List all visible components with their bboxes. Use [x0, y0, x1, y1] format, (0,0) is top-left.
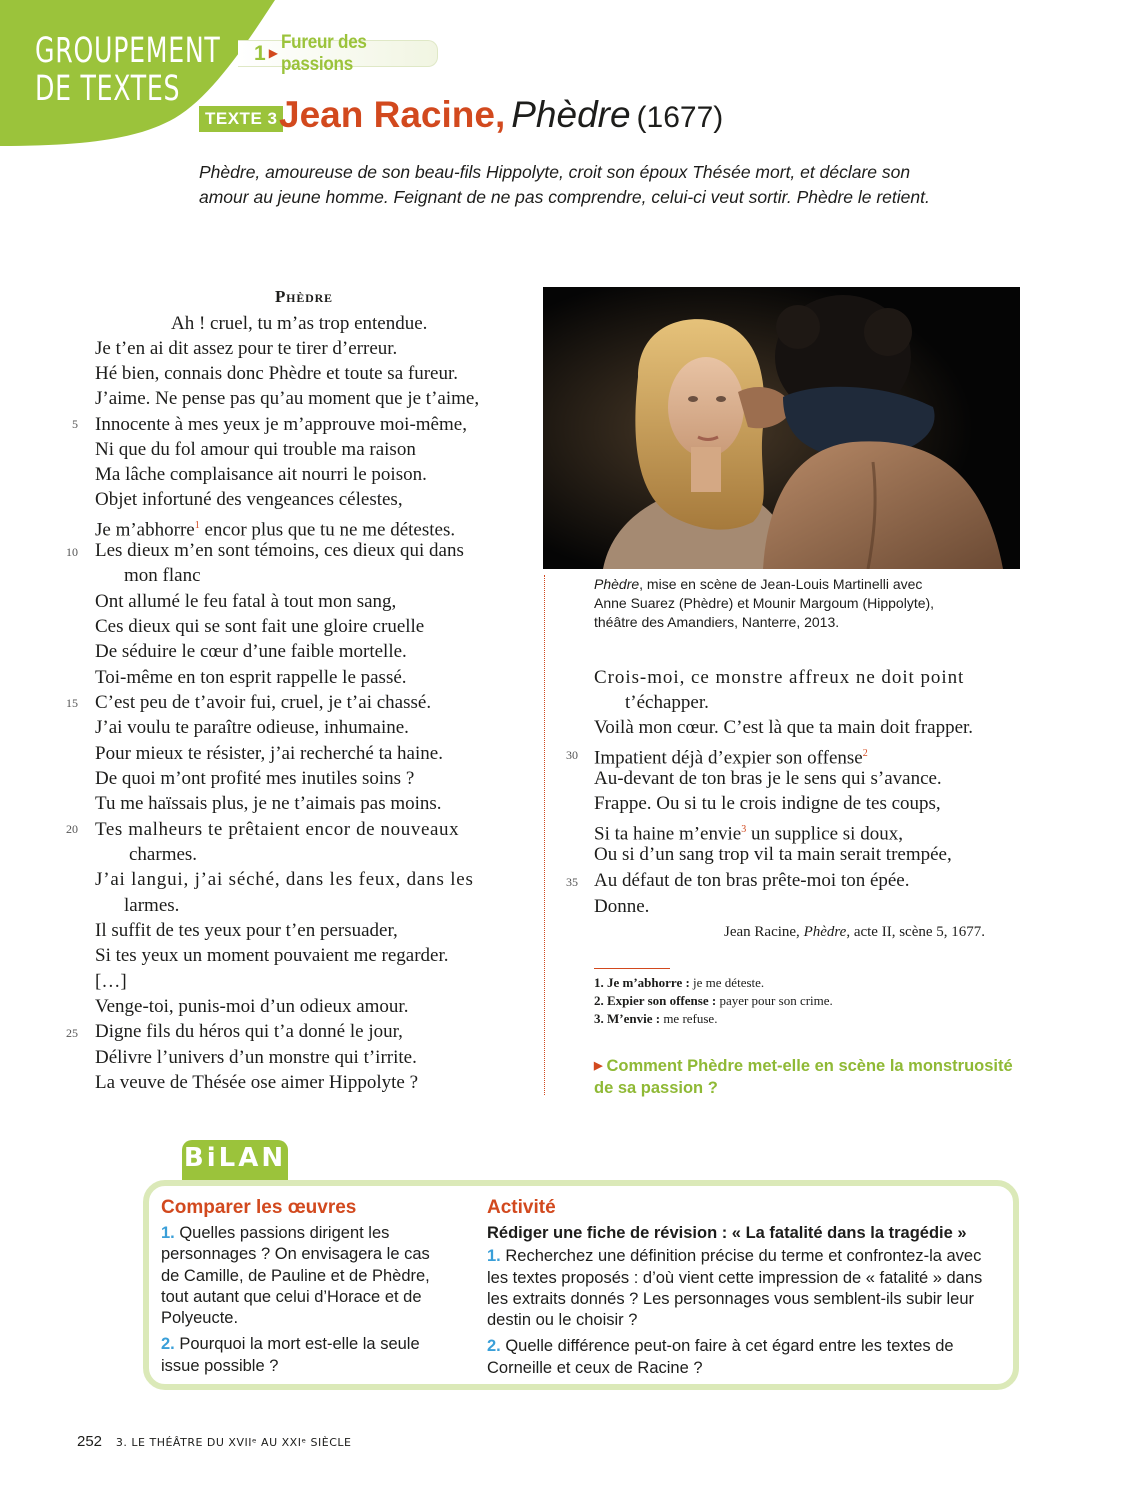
line-number: 35 [566, 875, 578, 889]
question-text: Quelle différence peut-on faire à cet égard entre les textes de Corneille et ceux de Racine ? [487, 1337, 954, 1377]
speaker-name: Phèdre [275, 287, 333, 306]
triangle-right-icon: ▶ [594, 1060, 603, 1072]
bilan-left-questions [161, 1223, 441, 1377]
verse-line: Pour mieux te résister, j’ai recherché ta haine. [95, 743, 443, 764]
footnote-term: 3. M’envie : [594, 1011, 661, 1026]
verse-line: mon flanc [124, 565, 201, 586]
intro-paragraph: Phèdre, amoureuse de son beau-fils Hippolyte, croit son époux Thésée mort, et déclare son amour au jeune homme. Feignant de ne pas comprendre, celui-ci veut sortir. Phèdre le retient. [199, 162, 930, 207]
verse-line: Ont allumé le feu fatal à tout mon sang, [95, 591, 397, 612]
question-text: Pourquoi la mort est-elle la seule issue possible ? [161, 1335, 420, 1375]
verse-line: Ces dieux qui se sont fait une gloire cruelle [95, 616, 425, 637]
verse-line: Il suffit de tes yeux pour t’en persuader, [95, 920, 398, 941]
verse-line: Tu me haïssais plus, je ne t’aimais pas moins. [95, 793, 442, 814]
line-number: 20 [66, 822, 78, 836]
verse-line: Hé bien, connais donc Phèdre et toute sa fureur. [95, 363, 458, 384]
footnote-term: 1. Je m’abhorre : [594, 975, 690, 990]
bilan-question [487, 1246, 1002, 1331]
verse-text: encor plus que tu ne me détestes. [199, 519, 456, 541]
verse-line: C’est peu de t’avoir fui, cruel, je t’ai chassé. [95, 692, 432, 713]
question-text: Quelles passions dirigent les personnages ? On envisagera le cas de Camille, de Pauline et de Phèdre, tout autant que celui d’Horace et de Polyeucte. [161, 1224, 430, 1328]
verse-line: Voilà mon cœur. C’est là que ta main doit frapper. [594, 717, 974, 738]
bilan-left-column [161, 1197, 441, 1382]
section-tab [238, 31, 438, 75]
bilan-question [161, 1223, 441, 1329]
running-head: 3. LE THÉÂTRE DU XVIIᵉ AU XXIᵉ SIÈCLE [115, 1436, 352, 1449]
verse-text: Je m’abhorre [95, 519, 195, 541]
verse-line: J’aime. Ne pense pas qu’au moment que je t’aime, [95, 388, 480, 409]
photo-caption [594, 575, 934, 632]
verse-line: Innocente à mes yeux je m’approuve moi-même, [95, 414, 467, 435]
column-divider [544, 575, 545, 1095]
caption-line: théâtre des Amandiers, Nanterre, 2013. [594, 614, 840, 630]
verse-line: charmes. [129, 844, 198, 865]
question-text: Comment Phèdre met-elle en scène la monstruosité de sa passion ? [594, 1057, 1013, 1097]
caption-line: Anne Suarez (Phèdre) et Mounir Margoum (Hippolyte), [594, 595, 935, 611]
verse-line: Si tes yeux un moment pouvaient me regarder. [95, 945, 449, 966]
bilan-right-questions [487, 1246, 1002, 1379]
title-work: Phèdre [511, 94, 631, 135]
section-number: 1 [254, 41, 266, 65]
verse-line: larmes. [124, 895, 180, 916]
verse-line: Ou si d’un sang trop vil ta main serait trempée, [594, 844, 952, 865]
footnote [594, 1010, 833, 1028]
bilan-right-column [487, 1197, 1002, 1384]
text-number-badge: TEXTE 3 [199, 106, 283, 132]
page-number: 252 [77, 1433, 103, 1450]
source-text: , acte II, scène 5, 1677. [846, 924, 986, 940]
verse-line: La veuve de Thésée ose aimer Hippolyte ? [95, 1072, 419, 1093]
footnote-mark: 3 [741, 824, 747, 835]
caption-line [594, 575, 934, 594]
footnote [594, 992, 833, 1010]
verse-line: Tes malheurs te prêtaient encor de nouveaux [95, 819, 460, 840]
verse-line: Crois-moi, ce monstre affreux ne doit point [594, 667, 965, 688]
page-title [279, 94, 723, 136]
triangle-right-icon: ▶ [268, 46, 278, 60]
verse-line: Les dieux m’en sont témoins, ces dieux qui dans [95, 540, 464, 561]
corner-line-2: DE TEXTES [35, 69, 181, 109]
verse-line: Délivre l’univers d’un monstre qui t’irrite. [95, 1047, 417, 1068]
verse-line: Frappe. Ou si tu le crois indigne de tes coups, [594, 793, 941, 814]
verse-text: Impatient déjà d’expier son offense [594, 747, 863, 769]
source-text: Jean Racine, [724, 924, 804, 940]
verse-line: Je t’en ai dit assez pour te tirer d’erreur. [95, 338, 398, 359]
verse-line: Donne. [594, 896, 650, 917]
analysis-question [594, 1055, 1034, 1099]
verse-line: Ni que du fol amour qui trouble ma raison [95, 439, 416, 460]
footnote-term: 2. Expier son offense : [594, 993, 717, 1008]
verse-line: Ma lâche complaisance ait nourri le poison. [95, 464, 427, 485]
verse-line: Au-devant de ton bras je le sens qui s’avance. [594, 768, 942, 789]
line-number: 5 [72, 417, 78, 431]
footnote-mark: 1 [194, 520, 200, 531]
line-number: 25 [66, 1026, 78, 1040]
line-number: 10 [66, 545, 78, 559]
verse-line: De séduire le cœur d’une faible mortelle. [95, 641, 407, 662]
verse-line: Toi-même en ton esprit rappelle le passé. [95, 667, 407, 688]
verse-line: Ah ! cruel, tu m’as trop entendue. [171, 313, 428, 334]
source-work: Phèdre [803, 924, 847, 940]
footnote-mark: 2 [862, 748, 868, 759]
footnote-def: me refuse. [660, 1011, 718, 1026]
source-reference [724, 924, 985, 941]
verse-line: Digne fils du héros qui t’a donné le jour, [95, 1021, 403, 1042]
stage-photo [543, 287, 1020, 569]
bilan-right-subtitle: Rédiger une fiche de révision : « La fatalité dans la tragédie » [487, 1224, 967, 1242]
bilan-left-title: Comparer les œuvres [161, 1197, 357, 1218]
verse-line: J’ai langui, j’ai séché, dans les feux, dans les [95, 869, 474, 890]
section-title: Fureur des passions [280, 31, 367, 75]
title-year: (1677) [636, 101, 724, 134]
verse-line: Objet infortuné des vengeances célestes, [95, 489, 403, 510]
question-text: Recherchez une définition précise du terme et confrontez-la avec les textes proposés : d’où vient cette impression de « fatalité » dans les extraits donnés ? Les personnages vous semblent-ils subir leur destin ou le choisir ? [487, 1247, 983, 1330]
corner-line-1: GROUPEMENT [35, 31, 221, 71]
verse-line: J’ai voulu te paraître odieuse, inhumaine. [95, 717, 409, 738]
bilan-question [487, 1336, 1002, 1379]
verse-text: Si ta haine m’envie [594, 823, 742, 845]
bilan-question [161, 1334, 441, 1377]
question-number: 1. [161, 1224, 175, 1242]
footnote-rule [594, 968, 670, 969]
footnote [594, 974, 833, 992]
caption-work: Phèdre [594, 576, 640, 592]
footnote-def: je me déteste. [689, 975, 765, 990]
question-number: 2. [487, 1337, 501, 1356]
verse-line: Au défaut de ton bras prête-moi ton épée. [594, 870, 910, 891]
verse-text: un supplice si doux, [746, 823, 903, 845]
verse-line: […] [95, 971, 127, 992]
bilan-right-title: Activité [487, 1197, 556, 1218]
title-author: Jean Racine, [279, 94, 506, 135]
line-number: 30 [566, 748, 578, 762]
verse-line: De quoi m’ont profité mes inutiles soins ? [95, 768, 415, 789]
page-footer [77, 1433, 351, 1450]
question-number: 2. [161, 1335, 175, 1354]
caption-text: , mise en scène de Jean-Louis Martinelli avec [639, 576, 923, 592]
footnotes [594, 974, 833, 1028]
verse-line: t’échapper. [625, 692, 709, 713]
verse-line: Venge-toi, punis-moi d’un odieux amour. [95, 996, 409, 1017]
line-number: 15 [66, 696, 78, 710]
bilan-label: BiLAN [183, 1143, 287, 1173]
footnote-def: payer pour son crime. [716, 993, 833, 1008]
corner-badge [35, 32, 221, 108]
question-number: 1. [487, 1247, 501, 1266]
